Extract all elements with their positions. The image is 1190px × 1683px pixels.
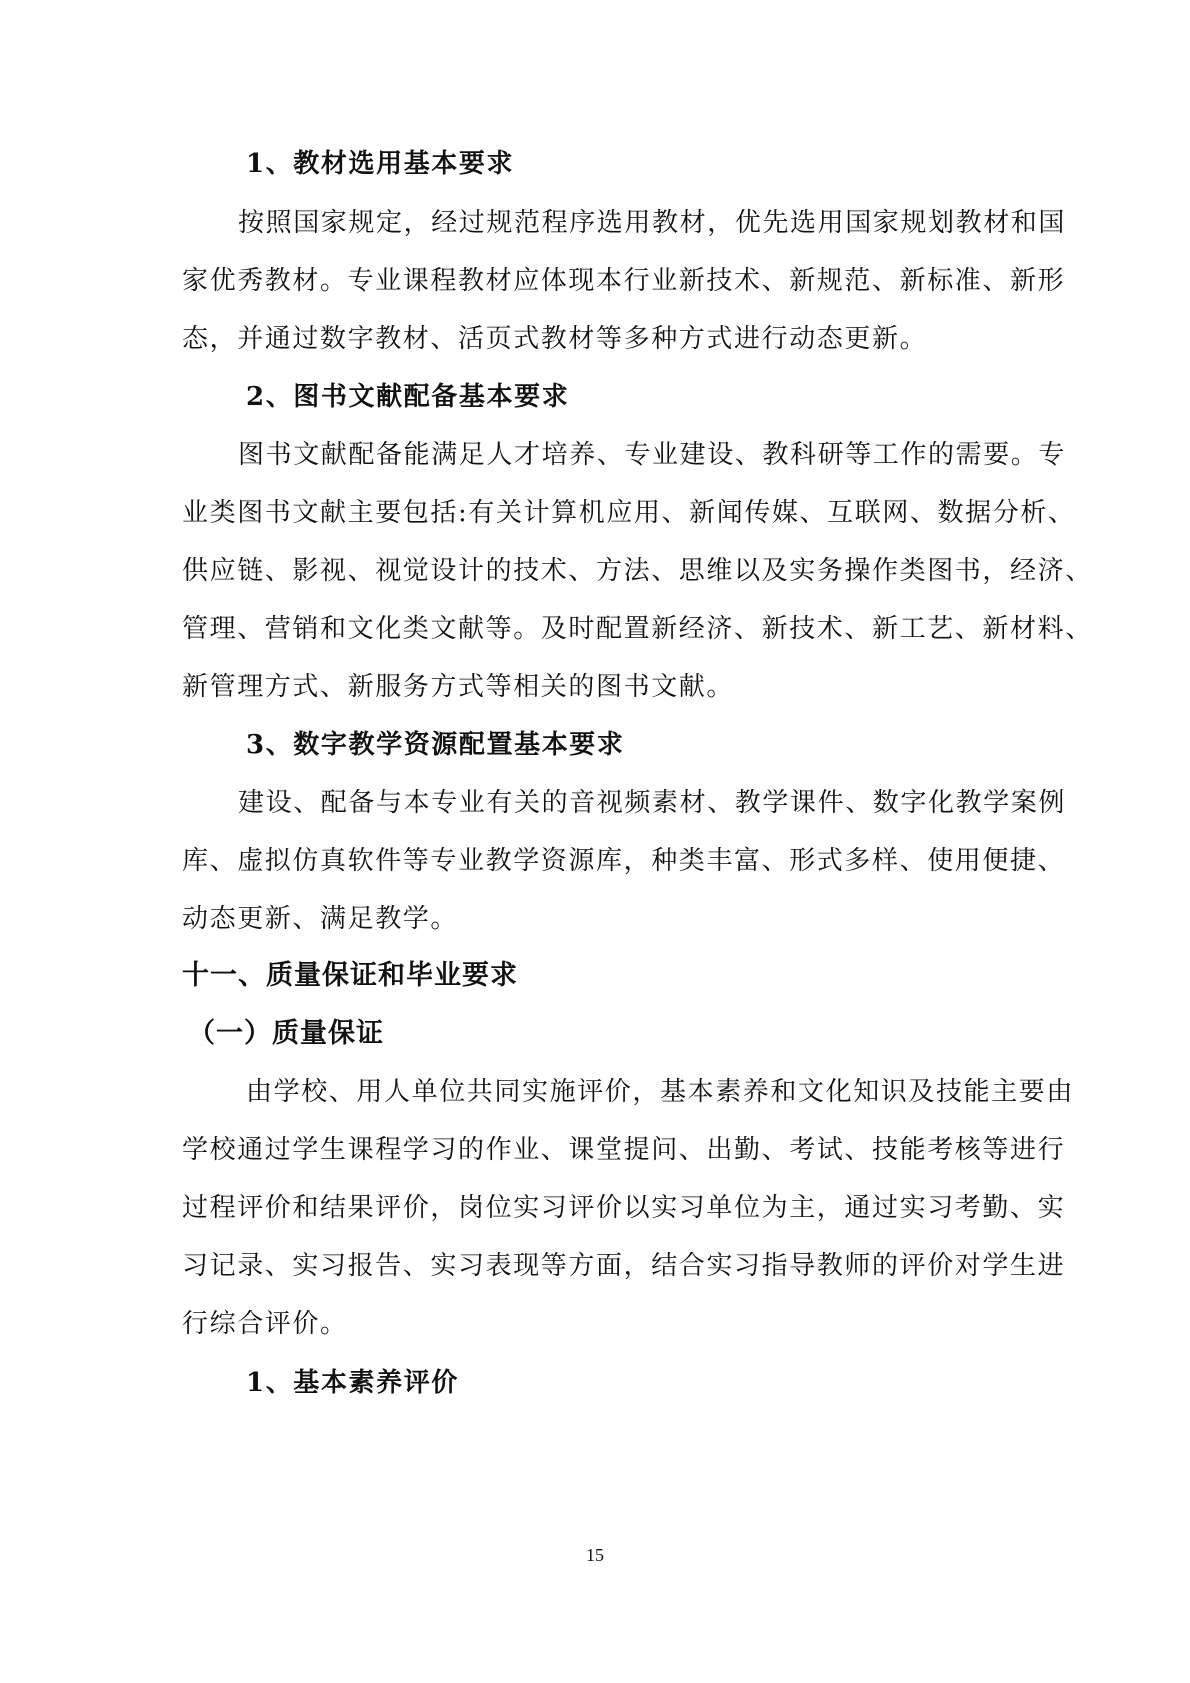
s2-paragraph-line-4: 管理、营销和文化类文献等。及时配置新经济、新技术、新工艺、新材料、 — [182, 614, 1093, 644]
s3-paragraph-line-1: 建设、配备与本专业有关的音视频素材、教学课件、数字化教学案例 — [238, 788, 1067, 818]
qa-paragraph-line-1: 由学校、用人单位共同实施评价，基本素养和文化知识及技能主要由 — [246, 1077, 1075, 1107]
page-number: 15 — [586, 1545, 604, 1565]
chapter-heading: 十一、质量保证和毕业要求 — [182, 960, 518, 991]
s1-heading: 1、教材选用基本要求 — [246, 149, 515, 179]
s2-paragraph-line-5: 新管理方式、新服务方式等相关的图书文献。 — [182, 672, 735, 702]
s1-paragraph-line-3: 态，并通过数字教材、活页式教材等多种方式进行动态更新。 — [182, 324, 928, 354]
s2-paragraph-line-3: 供应链、影视、视觉设计的技术、方法、思维以及实务操作类图书，经济、 — [182, 556, 1093, 586]
s3-heading: 3、数字教学资源配置基本要求 — [246, 730, 625, 760]
s2-paragraph-line-2: 业类图书文献主要包括:有关计算机应用、新闻传媒、互联网、数据分析、 — [182, 498, 1076, 528]
qa-paragraph-line-2: 学校通过学生课程学习的作业、课堂提问、出勤、考试、技能考核等进行 — [182, 1135, 1066, 1165]
s1-paragraph-line-1: 按照国家规定，经过规范程序选用教材，优先选用国家规划教材和国 — [238, 208, 1067, 238]
s2-paragraph-line-1: 图书文献配备能满足人才培养、专业建设、教科研等工作的需要。专 — [238, 440, 1067, 470]
sub-heading: （一）质量保证 — [188, 1018, 384, 1049]
s2-heading: 2、图书文献配备基本要求 — [246, 382, 570, 412]
qa-paragraph-line-3: 过程评价和结果评价，岗位实习评价以实习单位为主，通过实习考勤、实 — [182, 1193, 1066, 1223]
s1-paragraph-line-2: 家优秀教材。专业课程教材应体现本行业新技术、新规范、新标准、新形 — [182, 266, 1066, 296]
s3-paragraph-line-2: 库、虚拟仿真软件等专业教学资源库，种类丰富、形式多样、使用便捷、 — [182, 846, 1066, 876]
s3-paragraph-line-3: 动态更新、满足教学。 — [182, 904, 459, 934]
s4-heading: 1、基本素养评价 — [246, 1368, 459, 1398]
qa-paragraph-line-5: 行综合评价。 — [182, 1309, 348, 1339]
qa-paragraph-line-4: 习记录、实习报告、实习表现等方面，结合实习指导教师的评价对学生进 — [182, 1251, 1066, 1281]
